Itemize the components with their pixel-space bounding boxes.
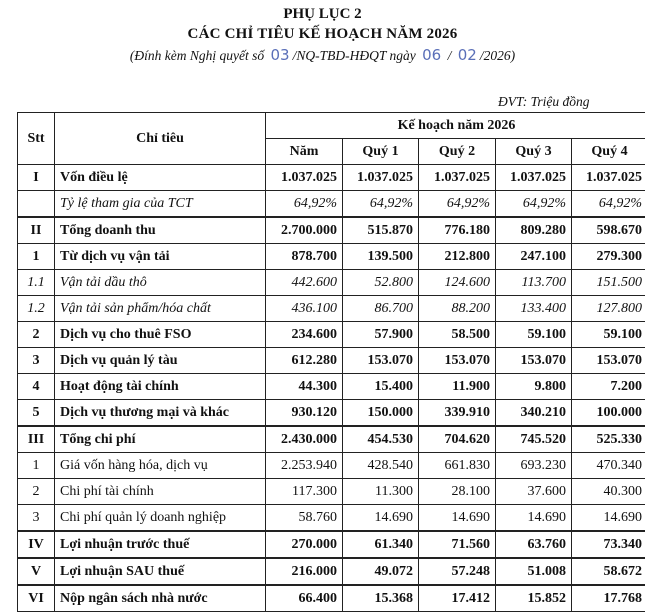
table-row: [18, 244, 645, 270]
cell-q4: 59.100: [572, 322, 645, 348]
col-header-q3: Quý 3: [496, 139, 572, 165]
cell-q4: 58.672: [572, 558, 645, 585]
cell-q4: 100.000: [572, 400, 645, 427]
cell-stt: II: [18, 217, 55, 244]
cell-q4: 64,92%: [572, 191, 645, 218]
cell-q1: 150.000: [343, 400, 419, 427]
cell-year: 1.037.025: [266, 165, 343, 191]
unit-label: ĐVT: Triệu đồng: [498, 94, 590, 110]
cell-year: 216.000: [266, 558, 343, 585]
cell-q2: 212.800: [419, 244, 496, 270]
appendix-label: PHỤ LỤC 2: [0, 6, 645, 23]
cell-year: 117.300: [266, 479, 343, 505]
cell-q3: 15.852: [496, 585, 572, 612]
cell-stt: 1: [18, 244, 55, 270]
table-row: [18, 296, 645, 322]
cell-q1: 15.400: [343, 374, 419, 400]
cell-year: 66.400: [266, 585, 343, 612]
cell-q2: 71.560: [419, 531, 496, 558]
cell-q1: 64,92%: [343, 191, 419, 218]
cell-q3: 64,92%: [496, 191, 572, 218]
resolution-suffix: /NQ-TBD-HĐQT ngày: [293, 48, 416, 63]
cell-year: 878.700: [266, 244, 343, 270]
cell-q2: 11.900: [419, 374, 496, 400]
cell-q1: 49.072: [343, 558, 419, 585]
cell-item-name: Nộp ngân sách nhà nước: [55, 585, 266, 612]
cell-q2: 776.180: [419, 217, 496, 244]
cell-item-name: Tỷ lệ tham gia của TCT: [55, 191, 266, 218]
cell-q1: 11.300: [343, 479, 419, 505]
cell-q3: 113.700: [496, 270, 572, 296]
cell-q1: 1.037.025: [343, 165, 419, 191]
table-body: [18, 165, 645, 612]
cell-q3: 9.800: [496, 374, 572, 400]
cell-q3: 745.520: [496, 426, 572, 453]
cell-q3: 247.100: [496, 244, 572, 270]
cell-year: 2.700.000: [266, 217, 343, 244]
table-row: [18, 270, 645, 296]
cell-q3: 37.600: [496, 479, 572, 505]
cell-item-name: Tổng doanh thu: [55, 217, 266, 244]
cell-q3: 63.760: [496, 531, 572, 558]
table-row: [18, 374, 645, 400]
table-row: [18, 217, 645, 244]
cell-item-name: Vận tải dầu thô: [55, 270, 266, 296]
cell-year: 270.000: [266, 531, 343, 558]
cell-q3: 59.100: [496, 322, 572, 348]
cell-q4: 525.330: [572, 426, 645, 453]
cell-q2: 661.830: [419, 453, 496, 479]
cell-q1: 57.900: [343, 322, 419, 348]
cell-q2: 57.248: [419, 558, 496, 585]
cell-item-name: Hoạt động tài chính: [55, 374, 266, 400]
cell-year: 2.253.940: [266, 453, 343, 479]
cell-stt: 1.2: [18, 296, 55, 322]
cell-q4: 151.500: [572, 270, 645, 296]
cell-item-name: Vốn điều lệ: [55, 165, 266, 191]
resolution-month: 02: [455, 46, 480, 64]
cell-stt: 1.1: [18, 270, 55, 296]
cell-q4: 470.340: [572, 453, 645, 479]
cell-item-name: Chi phí quản lý doanh nghiệp: [55, 505, 266, 532]
cell-stt: [18, 191, 55, 218]
cell-item-name: Giá vốn hàng hóa, dịch vụ: [55, 453, 266, 479]
cell-q2: 1.037.025: [419, 165, 496, 191]
cell-year: 58.760: [266, 505, 343, 532]
resolution-day: 06: [419, 46, 444, 64]
attachment-prefix: (Đính kèm Nghị quyết số: [130, 48, 264, 63]
cell-item-name: Từ dịch vụ vận tải: [55, 244, 266, 270]
cell-stt: 3: [18, 348, 55, 374]
cell-q3: 133.400: [496, 296, 572, 322]
cell-q1: 61.340: [343, 531, 419, 558]
cell-q4: 7.200: [572, 374, 645, 400]
cell-q4: 1.037.025: [572, 165, 645, 191]
table-row: [18, 585, 645, 612]
cell-stt: 5: [18, 400, 55, 427]
table-header-row: [18, 113, 645, 139]
document-title: CÁC CHỈ TIÊU KẾ HOẠCH NĂM 2026: [0, 26, 645, 43]
table-row: [18, 479, 645, 505]
cell-q4: 598.670: [572, 217, 645, 244]
cell-q1: 52.800: [343, 270, 419, 296]
col-header-q4: Quý 4: [572, 139, 645, 165]
cell-stt: III: [18, 426, 55, 453]
col-header-year: Năm: [266, 139, 343, 165]
resolution-year: /2026): [480, 48, 515, 63]
cell-q4: 279.300: [572, 244, 645, 270]
table-row: [18, 531, 645, 558]
attachment-note: [0, 46, 645, 64]
col-header-item: Chỉ tiêu: [55, 113, 266, 165]
cell-year: 2.430.000: [266, 426, 343, 453]
cell-year: 436.100: [266, 296, 343, 322]
table-row: [18, 400, 645, 427]
col-header-q1: Quý 1: [343, 139, 419, 165]
plan-table: [17, 112, 645, 612]
cell-year: 44.300: [266, 374, 343, 400]
cell-q1: 139.500: [343, 244, 419, 270]
cell-item-name: Lợi nhuận SAU thuế: [55, 558, 266, 585]
col-header-plan: Kế hoạch năm 2026: [266, 113, 645, 139]
cell-q2: 704.620: [419, 426, 496, 453]
cell-q1: 454.530: [343, 426, 419, 453]
table-row: [18, 505, 645, 532]
cell-stt: V: [18, 558, 55, 585]
cell-q4: 14.690: [572, 505, 645, 532]
cell-q3: 1.037.025: [496, 165, 572, 191]
cell-q1: 515.870: [343, 217, 419, 244]
table-row: [18, 348, 645, 374]
table-row: [18, 165, 645, 191]
table-row: [18, 453, 645, 479]
cell-stt: 4: [18, 374, 55, 400]
date-separator: /: [448, 48, 452, 63]
cell-q3: 14.690: [496, 505, 572, 532]
cell-q4: 153.070: [572, 348, 645, 374]
cell-item-name: Dịch vụ quản lý tàu: [55, 348, 266, 374]
cell-stt: I: [18, 165, 55, 191]
cell-q2: 14.690: [419, 505, 496, 532]
cell-q1: 15.368: [343, 585, 419, 612]
cell-item-name: Chi phí tài chính: [55, 479, 266, 505]
cell-stt: 2: [18, 322, 55, 348]
cell-q1: 153.070: [343, 348, 419, 374]
cell-item-name: Dịch vụ cho thuê FSO: [55, 322, 266, 348]
cell-stt: 3: [18, 505, 55, 532]
cell-stt: IV: [18, 531, 55, 558]
cell-stt: 2: [18, 479, 55, 505]
table-row: [18, 558, 645, 585]
cell-year: 930.120: [266, 400, 343, 427]
cell-q2: 64,92%: [419, 191, 496, 218]
col-header-q2: Quý 2: [419, 139, 496, 165]
cell-q2: 17.412: [419, 585, 496, 612]
cell-q1: 428.540: [343, 453, 419, 479]
cell-q3: 153.070: [496, 348, 572, 374]
cell-year: 442.600: [266, 270, 343, 296]
cell-stt: VI: [18, 585, 55, 612]
cell-q3: 51.008: [496, 558, 572, 585]
cell-q3: 693.230: [496, 453, 572, 479]
cell-q3: 809.280: [496, 217, 572, 244]
cell-q2: 28.100: [419, 479, 496, 505]
cell-stt: 1: [18, 453, 55, 479]
cell-year: 64,92%: [266, 191, 343, 218]
cell-item-name: Vận tải sản phẩm/hóa chất: [55, 296, 266, 322]
cell-year: 234.600: [266, 322, 343, 348]
cell-q2: 339.910: [419, 400, 496, 427]
cell-q4: 73.340: [572, 531, 645, 558]
cell-q1: 14.690: [343, 505, 419, 532]
cell-q3: 340.210: [496, 400, 572, 427]
cell-q4: 40.300: [572, 479, 645, 505]
cell-year: 612.280: [266, 348, 343, 374]
cell-q2: 58.500: [419, 322, 496, 348]
cell-q4: 127.800: [572, 296, 645, 322]
table-row: [18, 191, 645, 218]
cell-q2: 124.600: [419, 270, 496, 296]
table-row: [18, 426, 645, 453]
page-cutoff-text: [40, 600, 100, 608]
col-header-stt: Stt: [18, 113, 55, 165]
cell-q2: 88.200: [419, 296, 496, 322]
cell-q1: 86.700: [343, 296, 419, 322]
table-row: [18, 322, 645, 348]
cell-item-name: Dịch vụ thương mại và khác: [55, 400, 266, 427]
cell-item-name: Tổng chi phí: [55, 426, 266, 453]
cell-item-name: Lợi nhuận trước thuế: [55, 531, 266, 558]
resolution-number: 03: [268, 46, 293, 64]
cell-q2: 153.070: [419, 348, 496, 374]
cell-q4: 17.768: [572, 585, 645, 612]
